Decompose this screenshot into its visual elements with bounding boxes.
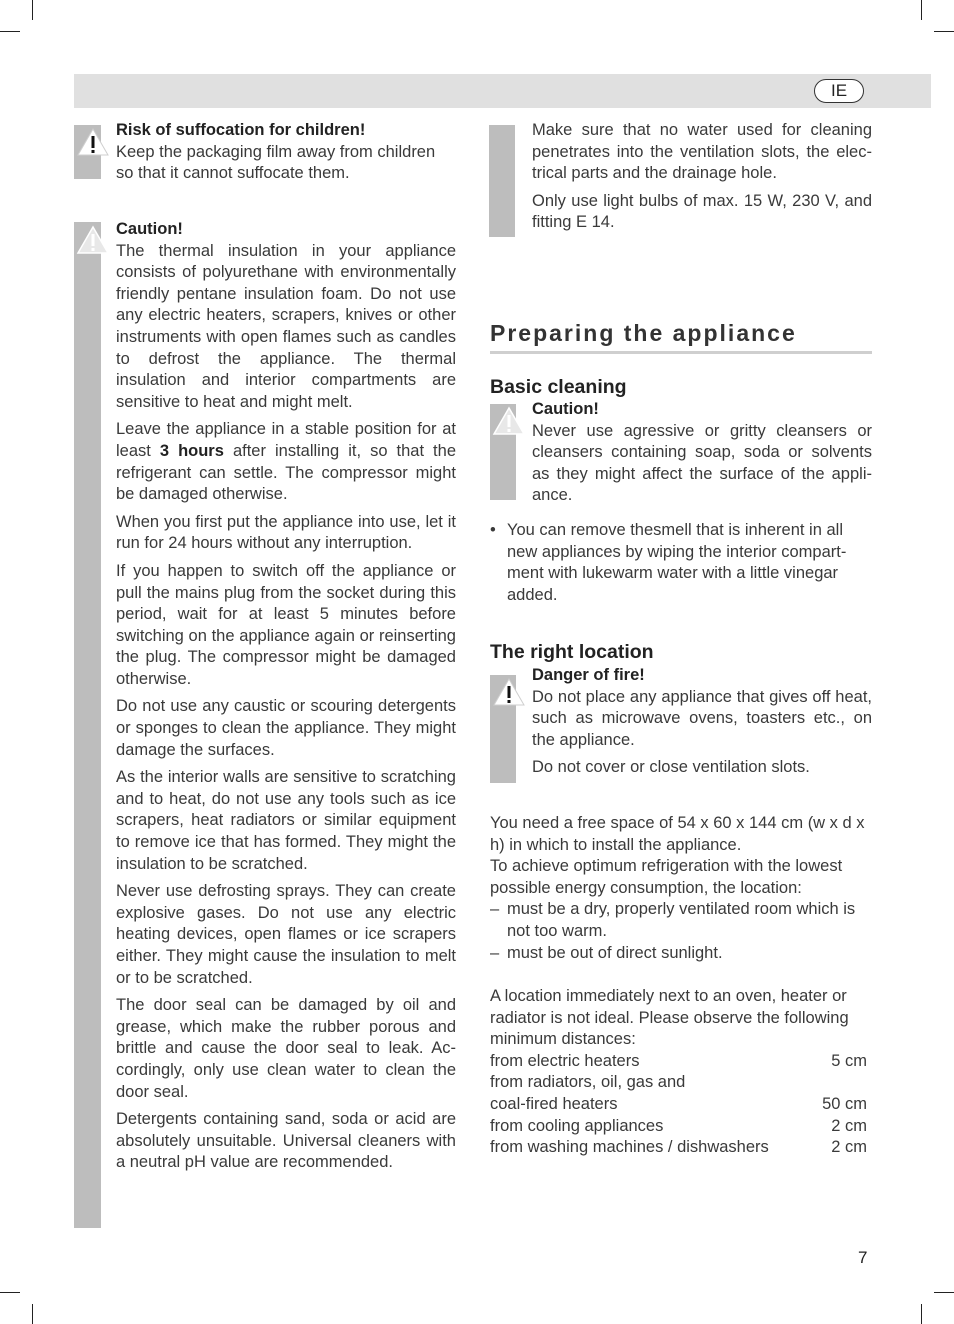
note-sidebar — [489, 125, 515, 237]
distance-label: from washing machines / dishwashers — [490, 1138, 769, 1157]
bullet-text: You can remove thesmell that is inherent in all new appliances by wiping the interior compartment with lukewarm water with a little vinegar added. — [507, 521, 847, 604]
crop-mark — [0, 1292, 20, 1293]
caution-text: Never use agressive or gritty cleansers or cleansers containing soap, soda or solvents as they might affect the surface of the appliance. — [532, 421, 872, 505]
crop-mark — [934, 1292, 954, 1293]
right-location-heading: The right location — [490, 641, 654, 663]
bold-duration: 3 hours — [159, 441, 224, 460]
danger-title: Danger of fire! — [532, 666, 645, 684]
distance-row — [490, 1116, 872, 1138]
cleaning-caution — [532, 399, 872, 507]
defrosting-spray-paragraph: Never use defrosting sprays. They can create explosive gases. Do not use any electric heating devices, open flames or ice scrapers either. They might cause the insulation to melt or to be scratched. — [116, 882, 456, 987]
list-item — [490, 943, 872, 965]
caution-title: Caution! — [116, 220, 183, 238]
distance-row — [490, 1072, 872, 1094]
suffocation-text: Keep the packaging film away from children so that it cannot suffocate them. — [116, 142, 436, 183]
warning-icon — [76, 225, 110, 255]
basic-cleaning-heading: Basic cleaning — [490, 376, 627, 398]
insulation-paragraph: The thermal insulation in your appliance consists of polyurethane with environmentally friendly pentane insulation foam. Do not use any electric heaters, scrapers, knives or other instruments with open flames such as candles to defrost the appliance. The thermal insulation and interior compartments are sensitive to heat and might melt. — [116, 241, 456, 411]
caution-block — [116, 219, 456, 1180]
crop-mark — [921, 1304, 922, 1324]
first-use-paragraph: When you first put the appliance into use, let it run for 24 hours without any interruption. — [116, 512, 456, 553]
distance-value: 50 cm — [822, 1094, 867, 1113]
minimum-distances — [490, 986, 872, 1159]
cleaning-note — [532, 120, 872, 240]
section-title: Preparing the appliance — [490, 320, 872, 354]
requirement-text: must be a dry, properly ventilated room which is not too warm. — [507, 900, 856, 940]
water-note: Make sure that no water used for cleaning penetrates into the ventilation slots, the electrical parts and the drainage hole. — [532, 121, 872, 183]
dash-mark: – — [490, 900, 500, 919]
door-seal-paragraph: The door seal can be damaged by oil and grease, which make the rubber porous and brittle and cause the door seal to leak. Accordingly, only use clean water to clean the door seal. — [116, 996, 456, 1101]
distance-row — [490, 1051, 872, 1073]
dash-mark: – — [490, 943, 500, 962]
fire-danger — [532, 665, 872, 785]
location-requirements — [490, 813, 872, 964]
list-item — [490, 899, 872, 942]
smell-bullet — [490, 520, 872, 606]
header-bar — [74, 74, 931, 108]
optimum-text: To achieve optimum refrigeration with the lowest possible energy consumption, the location: — [490, 857, 843, 897]
language-badge: IE — [814, 79, 864, 103]
list-item — [490, 520, 872, 606]
suffocation-warning — [116, 120, 456, 185]
crop-mark — [921, 0, 922, 20]
switch-off-paragraph: If you happen to switch off the appliance or pull the mains plug from the socket during this period, wait for at least 5 minutes before switching on the appliance again or reinserting the plug. The compressor might be damaged otherwise. — [116, 561, 456, 688]
detergent-paragraph: Do not use any caustic or scouring detergents or sponges to clean the appliance. They might damage the surfaces. — [116, 697, 456, 759]
distance-label: from cooling appliances — [490, 1116, 664, 1135]
bullet-mark: • — [490, 521, 496, 539]
warning-icon — [76, 127, 110, 157]
stable-position-paragraph — [116, 419, 456, 505]
distance-value: 5 cm — [831, 1051, 867, 1070]
text-span: after installing it, so that the refrigerant can settle. The compressor might be damaged otherwise. — [116, 441, 456, 504]
crop-mark — [32, 1304, 33, 1324]
distance-label: from radiators, oil, gas and — [490, 1073, 686, 1092]
warning-icon — [492, 406, 526, 436]
crop-mark — [32, 0, 33, 20]
space-text: You need a free space of 54 x 60 x 144 cm (w x d x h) in which to install the appliance. — [490, 814, 865, 854]
distance-row — [490, 1094, 872, 1116]
distance-value: 2 cm — [831, 1116, 867, 1135]
distance-label: coal-fired heaters — [490, 1094, 618, 1113]
bulb-note: Only use light bulbs of max. 15 W, 230 V, and fitting E 14. — [532, 191, 872, 232]
caution-title: Caution! — [532, 400, 599, 418]
ventilation-text: Do not cover or close ventilation slots. — [532, 758, 810, 777]
distance-value: 2 cm — [831, 1138, 867, 1157]
caution-sidebar — [74, 222, 101, 1228]
scratching-paragraph: As the interior walls are sensitive to scratching and to heat, do not use any tools such as ice scrapers, heat radiators or similar equipment to remove ice that has formed. They might the insulation to be scratched. — [116, 768, 456, 873]
suffocation-title: Risk of suffocation for children! — [116, 121, 366, 139]
distances-intro: A location immediately next to an oven, heater or radiator is not ideal. Please observe the following minimum distances: — [490, 987, 849, 1049]
page-number: 7 — [858, 1248, 868, 1267]
text-span: Leave the appliance in a stable position for at least — [116, 420, 456, 460]
warning-icon — [492, 677, 526, 707]
danger-text: Do not place any appliance that gives off heat, such as microwave ovens, toasters etc., on the appliance. — [532, 687, 872, 749]
distance-row — [490, 1137, 872, 1159]
cleaners-paragraph: Detergents containing sand, soda or acid are absolutely unsuitable. Universal cleaners with a neutral pH value are recommended. — [116, 1110, 456, 1172]
crop-mark — [934, 31, 954, 32]
requirement-text: must be out of direct sunlight. — [507, 943, 723, 962]
distance-label: from electric heaters — [490, 1051, 640, 1070]
crop-mark — [0, 31, 20, 32]
